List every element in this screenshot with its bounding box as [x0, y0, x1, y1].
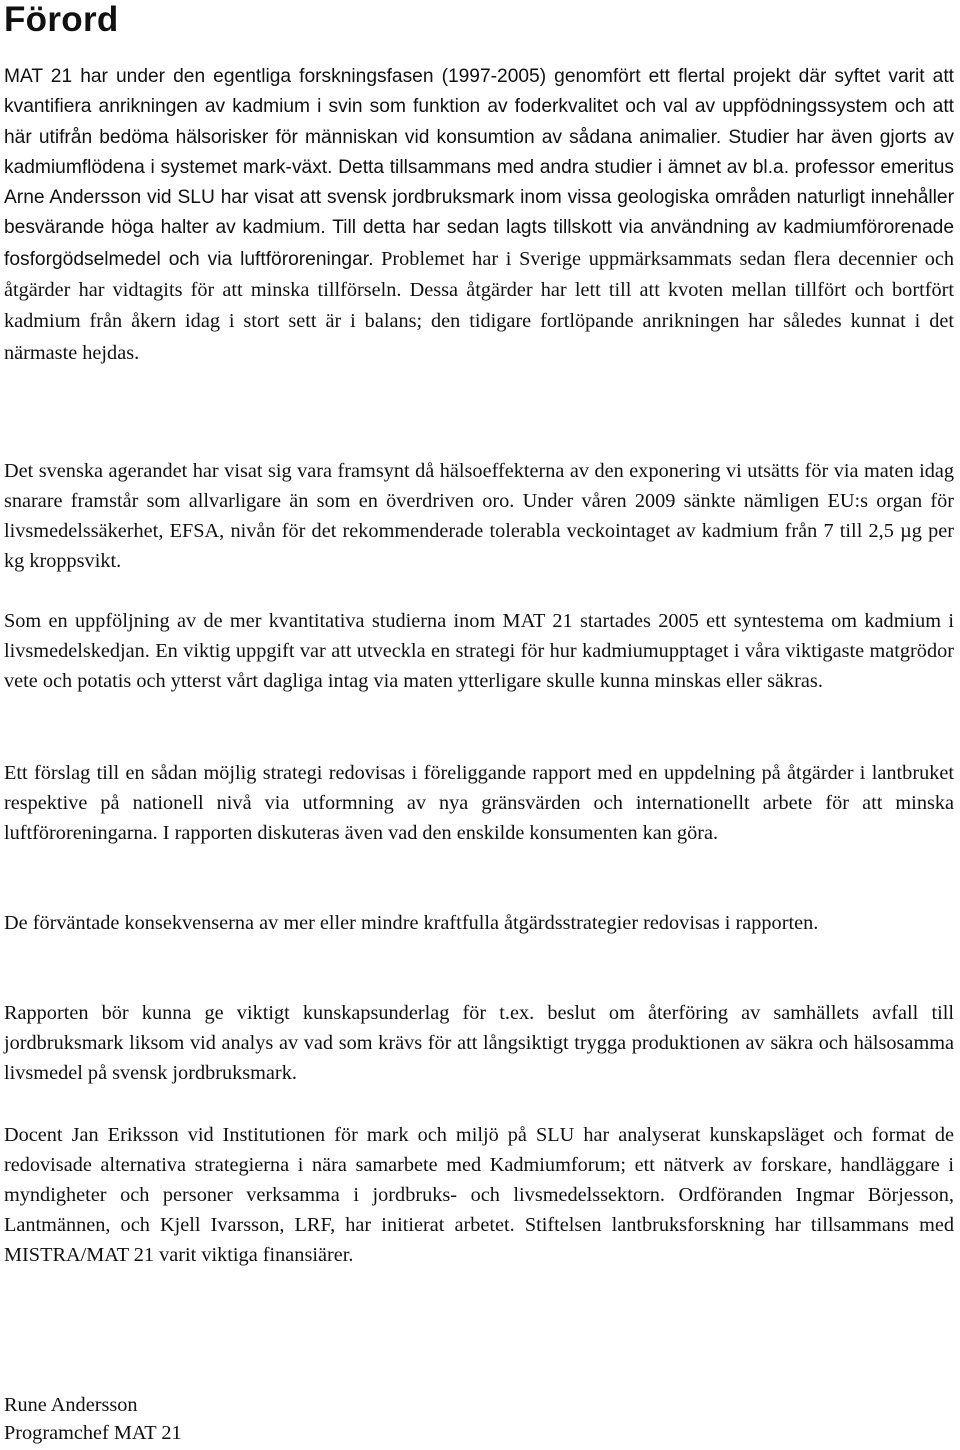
paragraph-1	[4, 62, 954, 369]
paragraph-5: De förväntade konsekvenserna av mer eller mindre kraftfulla åtgärdsstrategier redovisas i rapporten.	[4, 912, 819, 934]
document-page	[4, 0, 954, 1444]
paragraph-1-sans-part: MAT 21 har under den egentliga forskningsfasen (1997-2005) genomfört ett flertal projekt där syftet varit att kvantifiera anrikningen av kadmium i svin som funktion av foderkvalitet och val av uppfödningssystem och att här utifrån bedöma hälsorisker för människan vid konsumtion av sådana animalier. Studier har även gjorts av kadmiumflödena i systemet mark-växt. Detta tillsammans med andra studier i ämnet av bl.a. professor emeritus Arne Andersson vid SLU har visat att svensk jordbruksmark inom vissa geologiska områden naturligt innehåller besvärande höga halter av kadmium. Till detta har sedan lagts tillskott via användning av kadmiumförorenade fosforgödselmedel och via luftföroreningar.	[4, 66, 954, 270]
page-title: Förord	[4, 0, 119, 39]
paragraph-2: Det svenska agerandet har visat sig vara framsynt då hälsoeffekterna av den exponering vi utsätts för via maten idag snarare framstår som allvarligare än som en överdriven oro. Under våren 2009 sänkte nämligen EU:s organ för livsmedelssäkerhet, EFSA, nivån för det rekommenderade tolerabla veckointaget av kadmium från 7 till 2,5 µg per kg kroppsvikt.	[4, 460, 954, 572]
signature-role: Programchef MAT 21	[4, 1422, 182, 1444]
paragraph-3: Som en uppföljning av de mer kvantitativa studierna inom MAT 21 startades 2005 ett syntestema om kadmium i livsmedelskedjan. En viktig uppgift var att utveckla en strategi för hur kadmiumupptaget i våra viktigaste matgrödor vete och potatis och ytterst vårt dagliga intag via maten ytterligare skulle kunna minskas eller säkras.	[4, 610, 954, 692]
paragraph-7: Docent Jan Eriksson vid Institutionen för mark och miljö på SLU har analyserat kunskapsläget och format de redovisade alternativa strategierna i nära samarbete med Kadmiumforum; ett nätverk av forskare, handläggare i myndigheter och personer verksamma i jordbruks- och livsmedelssektorn. Ordföranden Ingmar Börjesson, Lantmännen, och Kjell Ivarsson, LRF, har initierat arbetet. Stiftelsen lantbruksforskning har tillsammans med MISTRA/MAT 21 varit viktiga finansiärer.	[4, 1124, 954, 1266]
paragraph-1-serif-part: Problemet har i Sverige uppmärksammats sedan flera decennier och åtgärder har vidtagits för att minska tillförseln. Dessa åtgärder har lett till att kvoten mellan tillfört och bortfört kadmium från åkern idag i stort sett är i balans; den tidigare fortlöpande anrikningen har således kunnat i det närmaste hejdas.	[4, 247, 954, 364]
paragraph-6: Rapporten bör kunna ge viktigt kunskapsunderlag för t.ex. beslut om återföring av samhällets avfall till jordbruksmark liksom vid analys av vad som krävs för att långsiktigt trygga produktionen av säkra och hälsosamma livsmedel på svensk jordbruksmark.	[4, 1002, 954, 1084]
signature-name: Rune Andersson	[4, 1394, 138, 1416]
paragraph-4: Ett förslag till en sådan möjlig strategi redovisas i föreliggande rapport med en uppdelning på åtgärder i lantbruket respektive på nationell nivå via utformning av nya gränsvärden och internationellt arbete för att minska luftföroreningarna. I rapporten diskuteras även vad den enskilde konsumenten kan göra.	[4, 762, 954, 844]
